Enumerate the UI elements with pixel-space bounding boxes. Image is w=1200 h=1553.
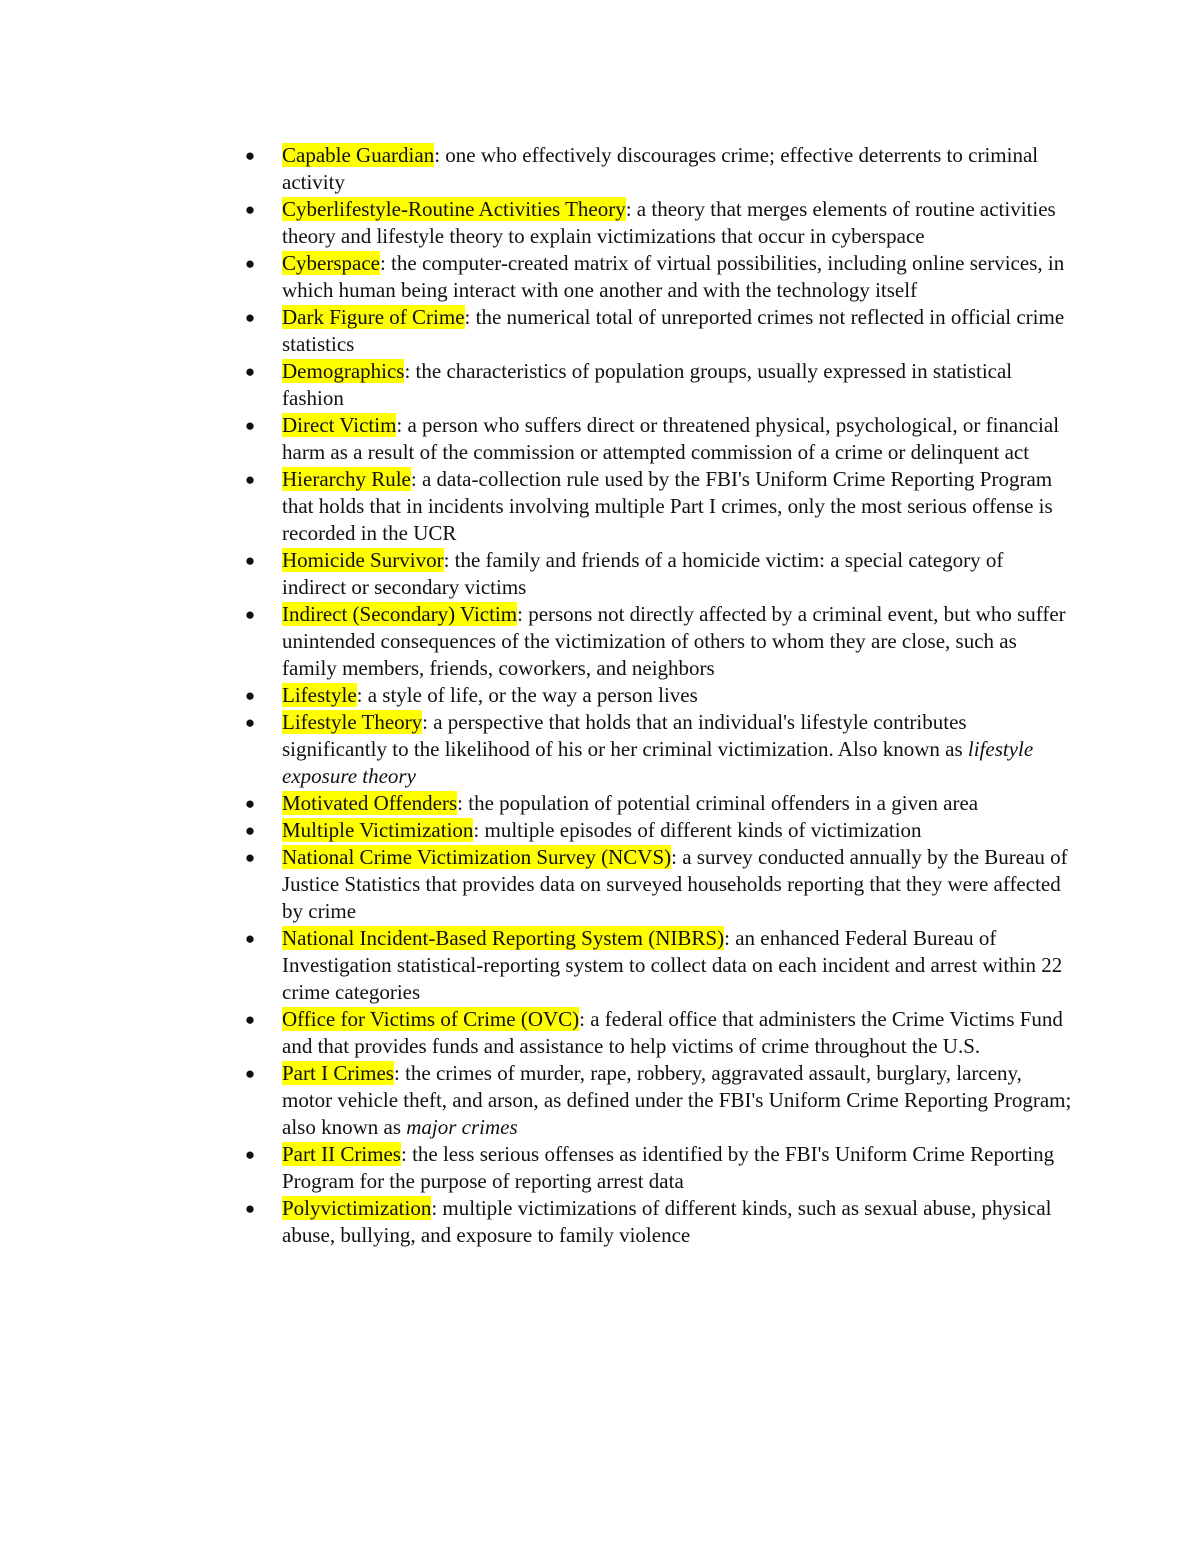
glossary-definition: : multiple episodes of different kinds of victimization xyxy=(473,818,922,842)
glossary-definition: : the computer-created matrix of virtual possibilities, including online services, in which human being interact with one another and with the technology itself xyxy=(282,251,1065,302)
glossary-definition: : the characteristics of population groups, usually expressed in statistical fashion xyxy=(282,359,1013,410)
glossary-definition: : a style of life, or the way a person lives xyxy=(356,683,698,707)
glossary-definition: : the crimes of murder, rape, robbery, aggravated assault, burglary, larceny, motor vehicle theft, and arson, as defined under the FBI's Uniform Crime Reporting Program; also known as xyxy=(282,1061,1072,1139)
bullet-icon: ● xyxy=(244,686,256,705)
glossary-entry xyxy=(244,682,1072,709)
glossary-entry xyxy=(244,817,1072,844)
bullet-icon: ● xyxy=(244,929,256,948)
glossary-definition: : a theory that merges elements of routine activities theory and lifestyle theory to explain victimizations that occur in cyberspace xyxy=(282,197,1056,248)
glossary-definition: : multiple victimizations of different kinds, such as sexual abuse, physical abuse, bullying, and exposure to family violence xyxy=(282,1196,1052,1247)
glossary-term: Lifestyle Theory xyxy=(282,710,423,734)
glossary-term: Direct Victim xyxy=(282,413,397,437)
glossary-term: Office for Victims of Crime (OVC) xyxy=(282,1007,580,1031)
glossary-definition: : a perspective that holds that an individual's lifestyle contributes significantly to the likelihood of his or her criminal victimization. Also known as xyxy=(282,710,968,761)
glossary-entry xyxy=(244,925,1072,1006)
glossary-term: Indirect (Secondary) Victim xyxy=(282,602,518,626)
glossary-term: National Crime Victimization Survey (NCVS) xyxy=(282,845,672,869)
glossary-entry xyxy=(244,1141,1072,1195)
glossary-term: Hierarchy Rule xyxy=(282,467,411,491)
bullet-icon: ● xyxy=(244,1010,256,1029)
bullet-icon: ● xyxy=(244,362,256,381)
glossary-term: Demographics xyxy=(282,359,405,383)
bullet-icon: ● xyxy=(244,1145,256,1164)
glossary-term: Part I Crimes xyxy=(282,1061,394,1085)
glossary-entry xyxy=(244,601,1072,682)
bullet-icon: ● xyxy=(244,848,256,867)
glossary-term: Cyberspace xyxy=(282,251,380,275)
glossary-entry xyxy=(244,466,1072,547)
bullet-icon: ● xyxy=(244,146,256,165)
glossary-term: Dark Figure of Crime xyxy=(282,305,465,329)
glossary-definition: : a person who suffers direct or threatened physical, psychological, or financial harm as a result of the commission or attempted commission of a crime or delinquent act xyxy=(282,413,1060,464)
glossary-definition: : persons not directly affected by a criminal event, but who suffer unintended consequences of the victimization of others to whom they are close, such as family members, friends, coworkers, and neighbors xyxy=(282,602,1066,680)
glossary-entry xyxy=(244,1195,1072,1249)
glossary-term: Part II Crimes xyxy=(282,1142,401,1166)
bullet-icon: ● xyxy=(244,416,256,435)
bullet-icon: ● xyxy=(244,1064,256,1083)
glossary-term: Lifestyle xyxy=(282,683,357,707)
glossary-term: Homicide Survivor xyxy=(282,548,444,572)
bullet-icon: ● xyxy=(244,470,256,489)
glossary-term: National Incident-Based Reporting System (NIBRS) xyxy=(282,926,725,950)
glossary-entry xyxy=(244,709,1072,790)
bullet-icon: ● xyxy=(244,821,256,840)
glossary-entry xyxy=(244,304,1072,358)
glossary-definition-italic: major crimes xyxy=(406,1115,518,1139)
glossary-entry xyxy=(244,844,1072,925)
glossary-definition-italic: lifestyle exposure theory xyxy=(282,737,1034,788)
glossary-definition: : the family and friends of a homicide victim: a special category of indirect or secondary victims xyxy=(282,548,1004,599)
bullet-icon: ● xyxy=(244,605,256,624)
bullet-icon: ● xyxy=(244,551,256,570)
glossary-term: Multiple Victimization xyxy=(282,818,474,842)
glossary-term: Cyberlifestyle-Routine Activities Theory xyxy=(282,197,626,221)
glossary-entry xyxy=(244,1060,1072,1141)
bullet-icon: ● xyxy=(244,1199,256,1218)
bullet-icon: ● xyxy=(244,254,256,273)
bullet-icon: ● xyxy=(244,713,256,732)
glossary-entry xyxy=(244,142,1072,196)
glossary-definition: : a federal office that administers the Crime Victims Fund and that provides funds and assistance to help victims of crime throughout the U.S. xyxy=(282,1007,1063,1058)
bullet-icon: ● xyxy=(244,794,256,813)
glossary-definition: : the numerical total of unreported crimes not reflected in official crime statistics xyxy=(282,305,1065,356)
glossary-entry xyxy=(244,358,1072,412)
glossary-term: Polyvictimization xyxy=(282,1196,432,1220)
glossary-entry xyxy=(244,250,1072,304)
bullet-icon: ● xyxy=(244,308,256,327)
glossary-definition: : a survey conducted annually by the Bureau of Justice Statistics that provides data on surveyed households reporting that they were affected by crime xyxy=(282,845,1068,923)
glossary-term: Motivated Offenders xyxy=(282,791,458,815)
glossary-definition: : the less serious offenses as identified by the FBI's Uniform Crime Reporting Program for the purpose of reporting arrest data xyxy=(282,1142,1055,1193)
glossary-term: Capable Guardian xyxy=(282,143,435,167)
glossary-entry xyxy=(244,547,1072,601)
glossary-entry xyxy=(244,1006,1072,1060)
bullet-icon: ● xyxy=(244,200,256,219)
glossary-entry xyxy=(244,790,1072,817)
glossary-definition: : the population of potential criminal offenders in a given area xyxy=(457,791,979,815)
glossary-entry xyxy=(244,412,1072,466)
glossary-definition: : an enhanced Federal Bureau of Investigation statistical-reporting system to collect data on each incident and arrest within 22 crime categories xyxy=(282,926,1063,1004)
glossary-definition: : one who effectively discourages crime; effective deterrents to criminal activity xyxy=(282,143,1039,194)
glossary-definition: : a data-collection rule used by the FBI's Uniform Crime Reporting Program that holds that in incidents involving multiple Part I crimes, only the most serious offense is recorded in the UCR xyxy=(282,467,1053,545)
glossary-entry xyxy=(244,196,1072,250)
glossary-list xyxy=(244,142,1072,1249)
